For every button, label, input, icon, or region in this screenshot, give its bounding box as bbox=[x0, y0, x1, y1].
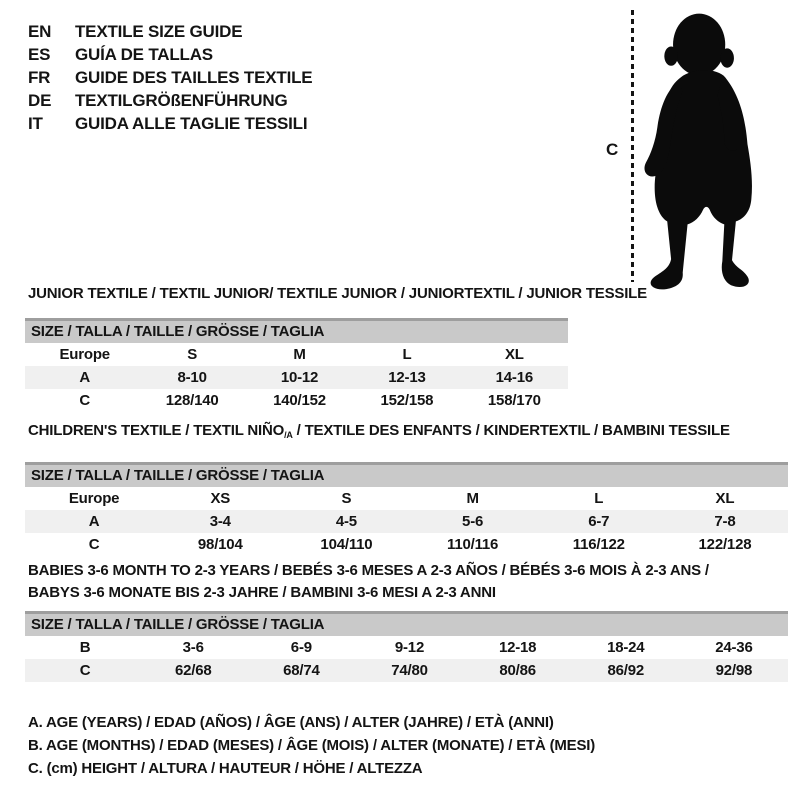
row-label: C bbox=[79, 662, 91, 679]
junior-size-table bbox=[25, 318, 568, 412]
size-cell: 104/110 bbox=[320, 536, 373, 553]
babies-size-table bbox=[25, 611, 788, 682]
language-code: FR bbox=[28, 68, 51, 87]
junior-table-rows bbox=[25, 343, 568, 412]
childrens-title-subscript: /A bbox=[284, 430, 293, 440]
measure-c-label: C bbox=[606, 140, 619, 159]
table-row bbox=[25, 487, 788, 510]
babies-textile-section bbox=[25, 563, 791, 682]
childrens-title-pre: CHILDREN'S TEXTILE / TEXTIL NIÑO bbox=[28, 422, 285, 439]
language-title: GUIDA ALLE TAGLIE TESSILI bbox=[75, 114, 308, 133]
toddler-silhouette-icon bbox=[620, 2, 786, 292]
size-cell: 68/74 bbox=[283, 662, 320, 679]
table-row bbox=[25, 510, 788, 533]
height-measure-figure bbox=[598, 2, 798, 302]
size-cell: S bbox=[187, 346, 198, 363]
row-label: A bbox=[88, 513, 100, 530]
table-row bbox=[25, 636, 788, 659]
table-row bbox=[25, 343, 568, 366]
size-cell: 14-16 bbox=[495, 369, 534, 386]
language-title: GUIDE DES TAILLES TEXTILE bbox=[75, 68, 313, 87]
row-label: B bbox=[79, 639, 91, 656]
footnote-c: C. (cm) HEIGHT / ALTURA / HAUTEUR / HÖHE / ALTEZZA bbox=[28, 760, 423, 777]
language-code: DE bbox=[28, 91, 52, 110]
row-label: Europe bbox=[68, 490, 120, 507]
junior-textile-section bbox=[25, 286, 791, 412]
size-cell: XL bbox=[504, 346, 524, 363]
size-cell: 62/68 bbox=[174, 662, 212, 679]
size-cell: 12-18 bbox=[498, 639, 537, 656]
size-cell: 86/92 bbox=[607, 662, 645, 679]
language-row-de bbox=[28, 89, 312, 112]
size-cell: 7-8 bbox=[714, 513, 736, 530]
language-row-it bbox=[28, 112, 312, 135]
footnote-b: B. AGE (MONTHS) / EDAD (MESES) / ÂGE (MOIS) / ALTER (MONATE) / ETÀ (MESI) bbox=[28, 737, 596, 754]
size-cell: 80/86 bbox=[499, 662, 536, 679]
language-code: EN bbox=[28, 22, 52, 41]
size-cell: 116/122 bbox=[572, 536, 625, 553]
size-cell: S bbox=[341, 490, 352, 507]
size-cell: 152/158 bbox=[380, 392, 434, 409]
table-row bbox=[25, 366, 568, 389]
table-row bbox=[25, 533, 788, 556]
childrens-textile-section bbox=[25, 423, 791, 556]
language-title: GUÍA DE TALLAS bbox=[75, 45, 213, 64]
table-row bbox=[25, 659, 788, 682]
size-cell: M bbox=[466, 490, 479, 507]
size-cell: 110/116 bbox=[447, 536, 499, 553]
childrens-table-header-band: SIZE / TALLA / TAILLE / GRÖSSE / TAGLIA bbox=[25, 462, 788, 487]
footnote-a: A. AGE (YEARS) / EDAD (AÑOS) / ÂGE (ANS) / ALTER (JAHRE) / ETÀ (ANNI) bbox=[28, 714, 554, 731]
language-code: ES bbox=[28, 45, 51, 64]
row-label: C bbox=[79, 392, 91, 409]
junior-table-header-band: SIZE / TALLA / TAILLE / GRÖSSE / TAGLIA bbox=[25, 318, 568, 343]
language-row-en bbox=[28, 20, 312, 43]
size-cell: 92/98 bbox=[715, 662, 753, 679]
row-label: Europe bbox=[59, 346, 110, 363]
language-title: TEXTILE SIZE GUIDE bbox=[75, 22, 243, 41]
childrens-table-rows bbox=[25, 487, 788, 556]
row-label: A bbox=[79, 369, 91, 386]
language-code: IT bbox=[28, 114, 43, 133]
size-cell: 5-6 bbox=[462, 513, 484, 530]
childrens-section-title bbox=[25, 423, 791, 443]
size-cell: 74/80 bbox=[391, 662, 428, 679]
language-title-block bbox=[28, 20, 312, 135]
size-cell: 24-36 bbox=[715, 639, 753, 656]
childrens-size-table bbox=[25, 462, 788, 556]
size-cell: 140/152 bbox=[273, 392, 326, 409]
size-cell: 10-12 bbox=[280, 369, 319, 386]
size-cell: 12-13 bbox=[388, 369, 426, 386]
size-cell: 6-9 bbox=[290, 639, 312, 656]
table-row bbox=[25, 389, 568, 412]
babies-section-title-line2: BABYS 3-6 MONATE BIS 2-3 JAHRE / BAMBINI 3-6 MESI A 2-3 ANNI bbox=[28, 584, 496, 601]
size-cell: 4-5 bbox=[335, 513, 357, 530]
childrens-title-post: / TEXTILE DES ENFANTS / KINDERTEXTIL / BAMBINI TESSILE bbox=[292, 422, 730, 439]
babies-section-title-line1: BABIES 3-6 MONTH TO 2-3 YEARS / BEBÉS 3-6 MESES A 2-3 AÑOS / BÉBÉS 3-6 MOIS À 2-3 ANS / bbox=[28, 562, 709, 579]
size-cell: XL bbox=[715, 490, 735, 507]
size-cell: L bbox=[402, 346, 412, 363]
size-cell: 122/128 bbox=[698, 536, 752, 553]
babies-table-header-band: SIZE / TALLA / TAILLE / GRÖSSE / TAGLIA bbox=[25, 611, 788, 636]
size-cell: 18-24 bbox=[607, 639, 645, 656]
size-cell: 9-12 bbox=[394, 639, 425, 656]
language-row-fr bbox=[28, 66, 312, 89]
size-cell: 128/140 bbox=[165, 392, 219, 409]
size-cell: XS bbox=[210, 490, 231, 507]
language-row-es bbox=[28, 43, 312, 66]
size-cell: 3-4 bbox=[209, 513, 231, 530]
size-cell: M bbox=[293, 346, 306, 363]
size-cell: 6-7 bbox=[588, 513, 610, 530]
footnotes-block bbox=[28, 711, 595, 780]
babies-table-rows bbox=[25, 636, 788, 682]
size-cell: L bbox=[594, 490, 604, 507]
row-label: C bbox=[88, 536, 100, 553]
junior-section-title: JUNIOR TEXTILE / TEXTIL JUNIOR/ TEXTILE JUNIOR / JUNIORTEXTIL / JUNIOR TESSILE bbox=[28, 285, 647, 302]
size-cell: 158/170 bbox=[487, 392, 541, 409]
size-cell: 8-10 bbox=[177, 369, 207, 386]
size-cell: 98/104 bbox=[197, 536, 243, 553]
size-cell: 3-6 bbox=[182, 639, 204, 656]
language-title: TEXTILGRÖßENFÜHRUNG bbox=[75, 91, 288, 110]
